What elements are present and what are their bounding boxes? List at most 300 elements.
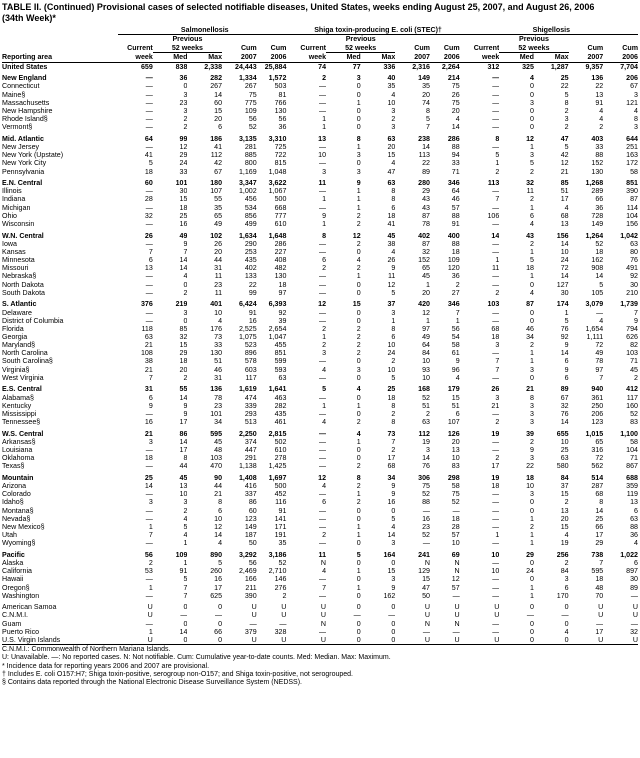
table-row xyxy=(2,232,638,240)
value-cell: 0 xyxy=(356,90,361,99)
value-cell: 18 xyxy=(451,247,460,256)
value-cell: 251 xyxy=(626,143,638,152)
value-cell: 7 xyxy=(148,247,153,256)
value-cell: U xyxy=(320,611,327,620)
value-cell: 0 xyxy=(391,627,396,636)
reporting-area-cell: Rhode Island§ xyxy=(2,115,48,124)
value-cell: 408 xyxy=(274,256,287,265)
value-cell: 22 xyxy=(595,82,604,91)
value-cell: 580 xyxy=(556,462,569,471)
footnote: † Includes E. coli O157:H7; Shiga toxin-positive, serogroup non-O157; and Shiga toxin-positive, not serogrouped. xyxy=(2,670,353,678)
value-cell: 18 xyxy=(179,203,188,212)
table-row xyxy=(2,628,638,636)
value-cell: 390 xyxy=(244,591,257,600)
reporting-area-cell: Colorado xyxy=(2,490,31,499)
value-cell: 325 xyxy=(522,62,534,71)
value-cell: 2 xyxy=(391,115,396,124)
value-cell: 42 xyxy=(214,159,223,168)
table-row xyxy=(2,446,638,454)
value-cell: 3 xyxy=(530,401,534,410)
value-cell: 87 xyxy=(422,239,430,248)
max-header: Max xyxy=(534,53,569,62)
value-cell: 1 xyxy=(530,583,534,592)
value-cell: 66 xyxy=(214,627,223,636)
value-cell: 2 xyxy=(356,349,361,358)
value-cell: 250 xyxy=(591,401,604,410)
reporting-area-cell: Pacific xyxy=(2,550,25,559)
value-cell: 896 xyxy=(244,349,257,358)
value-cell: U xyxy=(281,603,287,612)
value-cell: 31 xyxy=(214,264,223,273)
value-cell: — xyxy=(452,591,460,600)
value-cell: 1 xyxy=(495,531,500,540)
value-cell: 838 xyxy=(175,62,188,71)
value-cell: 5 xyxy=(391,288,396,297)
value-cell: 346 xyxy=(447,179,460,188)
value-cell: 1,042 xyxy=(620,231,638,240)
reporting-area-cell: Nebraska§ xyxy=(2,272,37,281)
value-cell: 379 xyxy=(244,627,257,636)
value-cell: 68 xyxy=(387,462,396,471)
value-cell: 0 xyxy=(356,280,361,289)
value-cell: 18 xyxy=(451,514,460,523)
value-cell: 2 xyxy=(564,498,569,507)
value-cell: 4 xyxy=(599,316,604,325)
value-cell: 0 xyxy=(530,498,534,507)
value-cell: 114 xyxy=(626,203,638,212)
value-cell: 12 xyxy=(214,522,223,531)
reporting-area-cell: Maine§ xyxy=(2,90,26,99)
value-cell: 1 xyxy=(356,187,361,196)
value-cell: 107 xyxy=(447,418,460,427)
value-cell: 12 xyxy=(352,231,361,240)
value-cell: 578 xyxy=(244,357,257,366)
value-cell: 16 xyxy=(248,316,257,325)
week-header: week xyxy=(465,53,500,62)
value-cell: 28 xyxy=(451,522,460,531)
value-cell: 775 xyxy=(244,98,257,107)
value-cell: 85 xyxy=(179,324,188,333)
value-cell: 595 xyxy=(210,429,223,438)
value-cell: 43 xyxy=(422,203,430,212)
value-cell: 1 xyxy=(356,143,361,152)
value-cell: — xyxy=(145,308,153,317)
value-cell: 794 xyxy=(626,324,638,333)
reporting-area-cell: Michigan xyxy=(2,203,31,212)
value-cell: 19 xyxy=(491,429,500,438)
current-header: Current xyxy=(300,44,327,53)
value-cell: 0 xyxy=(187,636,222,645)
value-cell: — xyxy=(318,575,327,584)
table-row xyxy=(2,539,638,547)
value-cell: 1,739 xyxy=(620,300,638,309)
value-cell: 8 xyxy=(391,401,396,410)
value-cell: 2 xyxy=(391,409,396,418)
value-cell: 65 xyxy=(595,437,604,446)
value-cell: 52 xyxy=(422,531,430,540)
value-cell: 7 xyxy=(148,531,153,540)
reporting-area-cell: W.S. Central xyxy=(2,429,44,438)
value-cell: 2,316 xyxy=(412,62,430,71)
value-cell: — xyxy=(422,539,430,548)
value-cell: 1,287 xyxy=(550,62,569,71)
value-cell: 500 xyxy=(274,195,287,204)
value-cell: 41 xyxy=(387,219,396,228)
value-cell: 11 xyxy=(318,550,327,559)
value-cell: 70 xyxy=(595,591,604,600)
value-cell: 0 xyxy=(218,603,223,612)
value-cell: — xyxy=(318,490,327,499)
med-header: Med xyxy=(153,53,188,62)
med-header: Med xyxy=(499,53,534,62)
reporting-area-cell: Massachusetts xyxy=(2,98,50,107)
value-cell: 278 xyxy=(274,454,287,463)
reporting-area-cell: Maryland§ xyxy=(2,341,36,350)
table-row xyxy=(2,410,638,418)
value-cell: 1 xyxy=(322,195,327,204)
table-row xyxy=(2,187,638,195)
value-cell: — xyxy=(318,82,327,91)
value-cell: 23 xyxy=(214,401,223,410)
value-cell: 15 xyxy=(451,393,460,402)
value-cell: 8 xyxy=(391,418,396,427)
value-cell: 14 xyxy=(179,627,188,636)
value-cell: 17 xyxy=(491,462,500,471)
value-cell: 8 xyxy=(634,115,638,124)
value-cell: 9 xyxy=(455,357,460,366)
value-cell: 312 xyxy=(487,62,500,71)
value-cell: 60 xyxy=(248,506,257,515)
value-cell: 13 xyxy=(318,134,327,143)
value-cell: 54 xyxy=(451,332,460,341)
value-cell: 17 xyxy=(595,531,604,540)
value-cell: 18 xyxy=(526,264,534,273)
value-cell: 82 xyxy=(630,341,638,350)
value-cell: 11 xyxy=(491,264,500,273)
reporting-area-cell: Florida xyxy=(2,324,24,333)
value-cell: 46 xyxy=(451,195,460,204)
value-cell: 23 xyxy=(179,98,188,107)
value-cell: 75 xyxy=(422,482,430,491)
value-cell: 777 xyxy=(274,211,287,220)
value-cell: — xyxy=(318,187,327,196)
reporting-area-cell: Tennessee§ xyxy=(2,418,41,427)
value-cell: 99 xyxy=(248,288,257,297)
value-cell: 3 xyxy=(322,349,327,358)
value-cell: 728 xyxy=(591,211,604,220)
value-cell: 19 xyxy=(560,539,569,548)
value-cell: 3 xyxy=(495,341,500,350)
value-cell: 7 xyxy=(599,559,604,568)
value-cell: 0 xyxy=(391,559,396,568)
value-cell: 2,250 xyxy=(238,429,257,438)
value-cell: 2 xyxy=(183,506,188,515)
value-cell: 1 xyxy=(530,247,534,256)
previous-header: Previous xyxy=(172,35,203,44)
value-cell: 12 xyxy=(318,473,327,482)
value-cell: 13 xyxy=(560,506,569,515)
value-cell: 168 xyxy=(418,385,430,394)
value-cell: 73 xyxy=(214,332,223,341)
value-cell: 5 xyxy=(183,522,188,531)
value-cell: 11 xyxy=(387,272,396,281)
value-cell: 130 xyxy=(591,167,604,176)
value-cell: 108 xyxy=(140,349,153,358)
table-row xyxy=(2,567,638,575)
value-cell: 2 xyxy=(455,280,460,289)
value-cell: 5 xyxy=(564,143,569,152)
value-cell: 416 xyxy=(244,482,257,491)
value-cell: — xyxy=(145,506,153,515)
value-cell: — xyxy=(492,280,500,289)
value-cell: 286 xyxy=(447,134,460,143)
value-cell: 55 xyxy=(214,195,223,204)
value-cell: 88 xyxy=(451,143,460,152)
value-cell: 2 xyxy=(356,324,361,333)
table-row xyxy=(2,179,638,187)
value-cell: 1 xyxy=(356,195,361,204)
value-cell: — xyxy=(318,627,327,636)
value-cell: 0 xyxy=(356,454,361,463)
value-cell: — xyxy=(492,498,500,507)
value-cell: 16 xyxy=(214,575,223,584)
value-cell: — xyxy=(145,82,153,91)
value-cell: 15 xyxy=(560,522,569,531)
table-row xyxy=(2,256,638,264)
value-cell: 0 xyxy=(356,559,361,568)
value-cell: 17 xyxy=(560,195,569,204)
value-cell: 206 xyxy=(626,74,638,83)
value-cell: 13 xyxy=(451,446,460,454)
value-cell: 2 xyxy=(599,123,604,132)
value-cell: 53 xyxy=(144,567,153,576)
value-cell: 60 xyxy=(214,98,223,107)
value-cell: 359 xyxy=(626,482,638,491)
year-2007-header: 2007 xyxy=(395,53,430,62)
value-cell: 97 xyxy=(595,365,604,374)
value-cell: 644 xyxy=(626,134,638,143)
value-cell: 400 xyxy=(447,231,460,240)
value-cell: 3,292 xyxy=(238,550,257,559)
value-cell: 39 xyxy=(526,429,534,438)
value-cell: 3,135 xyxy=(238,134,257,143)
value-cell: 75 xyxy=(248,90,257,99)
value-cell: 9 xyxy=(183,401,188,410)
value-cell: 36 xyxy=(630,531,638,540)
value-cell: 36 xyxy=(278,123,287,132)
value-cell: 2 xyxy=(356,482,361,491)
week-header: week xyxy=(291,53,326,62)
value-cell: 0 xyxy=(356,603,361,612)
value-cell: — xyxy=(492,203,500,212)
value-cell: 109 xyxy=(447,256,460,265)
value-cell: 22 xyxy=(560,82,569,91)
value-cell: 420 xyxy=(418,300,430,309)
value-cell: 2 xyxy=(530,522,534,531)
table-row xyxy=(2,168,638,176)
value-cell: — xyxy=(492,490,500,499)
value-cell: 0 xyxy=(530,316,534,325)
value-cell: 10 xyxy=(422,373,430,382)
value-cell: 3 xyxy=(391,106,396,115)
value-cell: U xyxy=(598,603,604,612)
reporting-area-cell: E.S. Central xyxy=(2,385,42,394)
value-cell: 1 xyxy=(426,280,430,289)
value-cell: 73 xyxy=(387,429,396,438)
value-cell: — xyxy=(279,619,287,628)
value-cell: — xyxy=(492,219,500,228)
value-cell: 80 xyxy=(630,247,638,256)
value-cell: 3,622 xyxy=(268,179,287,188)
value-cell: 30 xyxy=(630,575,638,584)
value-cell: 25 xyxy=(595,514,604,523)
value-cell: 626 xyxy=(626,332,638,341)
value-cell: 2,710 xyxy=(268,567,287,576)
value-cell: 281 xyxy=(244,143,257,152)
value-cell: 3 xyxy=(183,90,188,99)
value-cell: 1,697 xyxy=(268,473,287,482)
table-row xyxy=(2,135,638,143)
value-cell: 91 xyxy=(451,219,460,228)
value-cell: — xyxy=(318,409,327,418)
value-cell: 0 xyxy=(530,603,534,612)
value-cell: 1 xyxy=(530,591,534,600)
value-cell: 24 xyxy=(179,159,188,168)
value-cell: 4 xyxy=(391,522,396,531)
value-cell: 20 xyxy=(179,365,188,374)
value-cell: 24 xyxy=(560,256,569,265)
value-cell: 1 xyxy=(356,522,361,531)
value-cell: — xyxy=(145,288,153,297)
value-cell: 10 xyxy=(422,357,430,366)
value-cell: 256 xyxy=(556,550,569,559)
value-cell: — xyxy=(388,611,396,620)
value-cell: 63 xyxy=(387,179,396,188)
value-cell: 9 xyxy=(564,341,569,350)
value-cell: N xyxy=(454,567,460,576)
value-cell: 14 xyxy=(560,418,569,427)
value-cell: 162 xyxy=(591,256,604,265)
value-cell: 63 xyxy=(422,418,430,427)
value-cell: — xyxy=(318,437,327,446)
value-cell: — xyxy=(145,219,153,228)
value-cell: U xyxy=(251,603,257,612)
value-cell: 456 xyxy=(244,195,257,204)
value-cell: 1,634 xyxy=(238,231,257,240)
value-cell: 2 xyxy=(495,288,500,297)
cum-header: Cum xyxy=(622,44,638,53)
value-cell: 14 xyxy=(560,272,569,281)
table-row xyxy=(2,366,638,374)
value-cell: 4 xyxy=(322,567,327,576)
reporting-area-cell: Nevada§ xyxy=(2,514,31,523)
value-cell: 14 xyxy=(422,454,430,463)
value-cell: 0 xyxy=(356,247,361,256)
value-cell: — xyxy=(145,187,153,196)
value-cell: 1 xyxy=(322,123,327,132)
reporting-area-cell: Kansas xyxy=(2,247,26,256)
table-row xyxy=(2,611,638,619)
value-cell: 306 xyxy=(418,473,430,482)
value-cell: 4 xyxy=(530,288,534,297)
value-cell: — xyxy=(452,627,460,636)
value-cell: 0 xyxy=(530,373,534,382)
value-cell: 92 xyxy=(278,308,287,317)
value-cell: 15 xyxy=(387,567,396,576)
value-cell: 9 xyxy=(530,446,534,454)
value-cell: — xyxy=(318,454,327,463)
value-cell: 227 xyxy=(274,247,287,256)
value-cell: 0 xyxy=(183,82,188,91)
value-cell: U xyxy=(424,603,430,612)
value-cell: 109 xyxy=(175,550,188,559)
value-cell: 851 xyxy=(274,349,287,358)
value-cell: 12 xyxy=(422,308,430,317)
value-cell: 29 xyxy=(526,550,534,559)
value-cell: 7 xyxy=(426,123,430,132)
value-cell: 13 xyxy=(595,90,604,99)
value-cell: 1 xyxy=(356,567,361,576)
value-cell: 23 xyxy=(422,522,430,531)
value-cell: — xyxy=(492,308,500,317)
value-cell: 0 xyxy=(391,506,396,515)
value-cell: 482 xyxy=(274,264,287,273)
value-cell: N xyxy=(320,619,327,628)
value-cell: 5 xyxy=(218,559,223,568)
value-cell: 298 xyxy=(447,473,460,482)
value-cell: 3,186 xyxy=(268,550,287,559)
value-cell: 97 xyxy=(278,288,287,297)
value-cell: 7,704 xyxy=(620,62,638,71)
value-cell: 0 xyxy=(356,506,361,515)
value-cell: 0 xyxy=(356,82,361,91)
value-cell: 766 xyxy=(274,98,287,107)
value-cell: 14 xyxy=(179,264,188,273)
table-row xyxy=(2,394,638,402)
value-cell: 2 xyxy=(356,341,361,350)
table-row xyxy=(2,462,638,470)
value-cell: — xyxy=(630,619,638,628)
weeks-header: 52 weeks xyxy=(326,44,395,53)
value-cell: 14 xyxy=(214,90,223,99)
reporting-area-cell: U.S. Virgin Islands xyxy=(2,636,118,645)
value-cell: 0 xyxy=(530,575,534,584)
value-cell: 253 xyxy=(244,247,257,256)
table-row xyxy=(2,418,638,426)
value-cell: 885 xyxy=(244,151,257,160)
previous-header: Previous xyxy=(518,35,549,44)
value-cell: 76 xyxy=(560,324,569,333)
value-cell: 289 xyxy=(591,187,604,196)
value-cell: 56 xyxy=(248,559,257,568)
value-cell: 10 xyxy=(318,151,327,160)
value-cell: 5 xyxy=(495,151,500,160)
value-cell: 1 xyxy=(530,203,534,212)
value-cell: 337 xyxy=(244,490,257,499)
value-cell: 174 xyxy=(556,300,569,309)
value-cell: 282 xyxy=(210,74,223,83)
value-cell: 1,408 xyxy=(238,473,257,482)
value-cell: 18 xyxy=(491,332,500,341)
value-cell: 5 xyxy=(356,550,361,559)
value-cell: 3,079 xyxy=(585,300,604,309)
value-cell: 87 xyxy=(422,211,430,220)
value-cell: 44 xyxy=(214,482,223,491)
value-cell: 117 xyxy=(245,373,257,382)
value-cell: 84 xyxy=(422,349,430,358)
reporting-area-header: Reporting area xyxy=(2,53,118,62)
value-cell: 2 xyxy=(530,239,534,248)
